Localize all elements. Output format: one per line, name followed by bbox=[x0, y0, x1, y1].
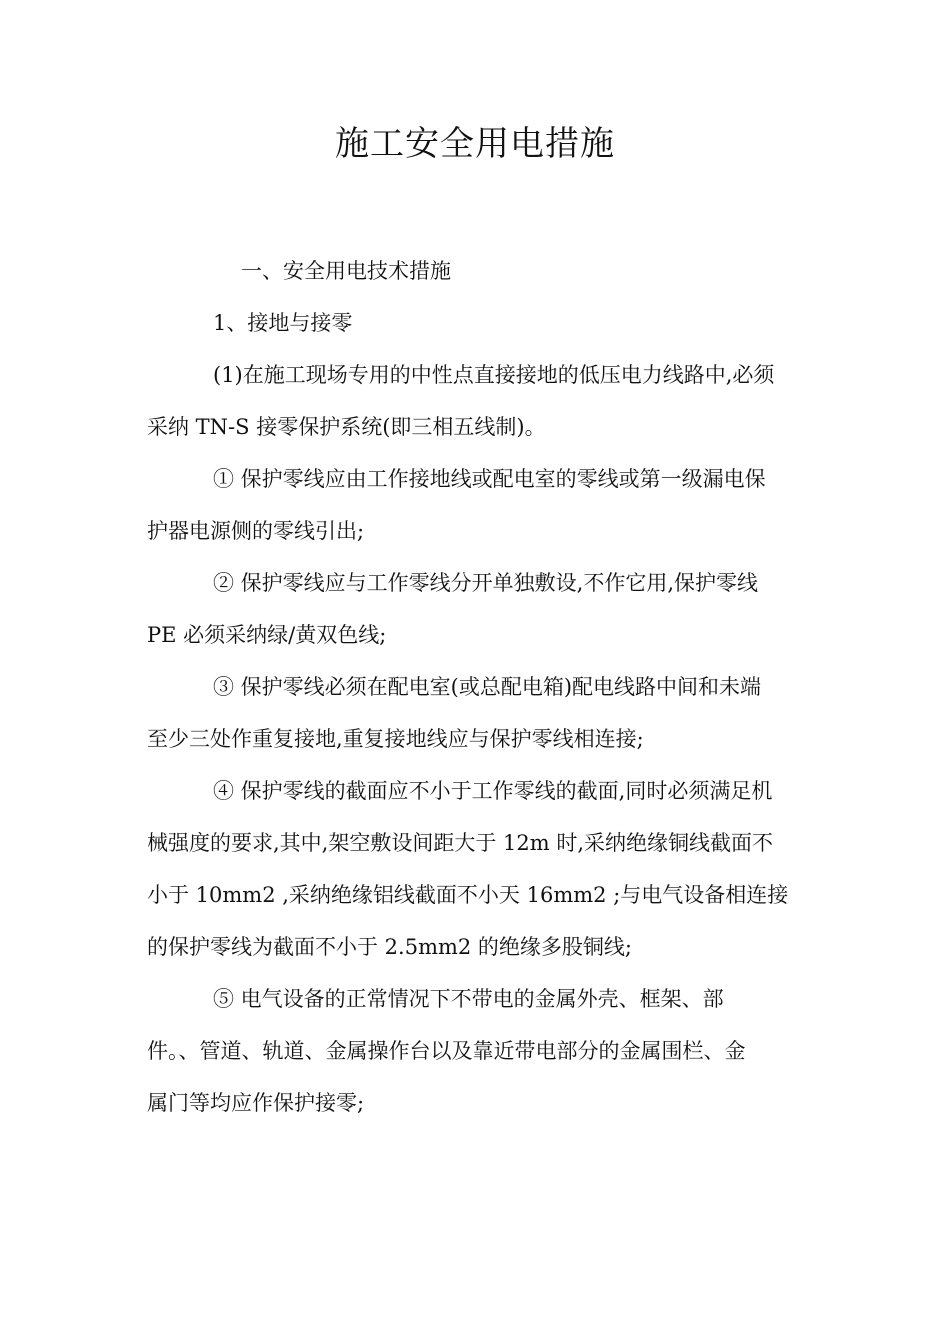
paragraph bbox=[147, 557, 807, 661]
paragraph bbox=[147, 973, 807, 1129]
paragraph-line: ③ 保护零线必须在配电室(或总配电箱)配电线路中间和未端 bbox=[213, 675, 762, 699]
paragraph-line: 属门等均应作保护接零; bbox=[147, 1091, 365, 1115]
paragraph bbox=[147, 765, 807, 973]
paragraph-line: 小于 10mm2 ,采纳绝缘铝线截面不小天 16mm2 ;与电气设备相连接 bbox=[147, 883, 789, 907]
paragraph-line: 的保护零线为截面不小于 2.5mm2 的绝缘多股铜线; bbox=[147, 935, 633, 959]
paragraph-line: 件。、管道、轨道、金属操作台以及靠近带电部分的金属围栏、金 bbox=[147, 1039, 746, 1063]
paragraph-line: PE 必须采纳绿/黄双色线; bbox=[147, 623, 387, 647]
paragraph-line: ① 保护零线应由工作接地线或配电室的零线或第一级漏电保 bbox=[213, 467, 766, 491]
document-title: 施工安全用电措施 bbox=[335, 124, 615, 164]
paragraph-line: ⑤ 电气设备的正常情况下不带电的金属外壳、框架、部 bbox=[213, 987, 724, 1011]
paragraph-line: 至少三处作重复接地,重复接地线应与保护零线相连接; bbox=[147, 727, 644, 751]
paragraph bbox=[147, 661, 807, 765]
paragraph-line: 采纳 TN-S 接零保护系统(即三相五线制)。 bbox=[147, 415, 546, 439]
paragraph-line: ④ 保护零线的截面应不小于工作零线的截面,同时必须满足机 bbox=[213, 779, 773, 803]
subsection-heading: 1、接地与接零 bbox=[213, 311, 353, 335]
paragraph-line: (1)在施工现场专用的中性点直接接地的低压电力线路中,必须 bbox=[213, 363, 775, 387]
paragraph-line: 械强度的要求,其中,架空敷设间距大于 12m 时,采纳绝缘铜线截面不 bbox=[147, 831, 774, 855]
paragraph bbox=[147, 349, 807, 453]
paragraph bbox=[147, 453, 807, 557]
document-body bbox=[147, 245, 807, 1129]
paragraph-line: ② 保护零线应与工作零线分开单独敷设,不作它用,保护零线 bbox=[213, 571, 759, 595]
section-heading: 一、安全用电技术措施 bbox=[241, 259, 451, 283]
paragraph-line: 护器电源侧的零线引出; bbox=[147, 519, 365, 543]
